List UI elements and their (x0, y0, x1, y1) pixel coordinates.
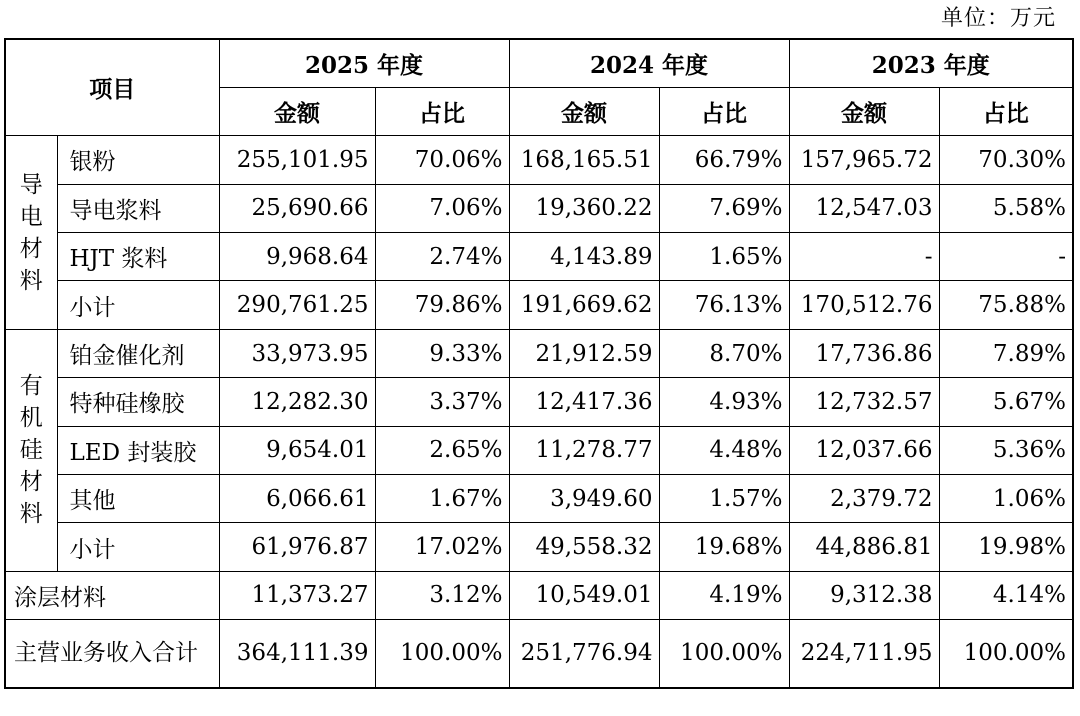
header-item: 项目 (5, 39, 219, 136)
cell-value: 66.79% (659, 136, 789, 184)
table-row (5, 329, 1073, 377)
total-row (5, 620, 1073, 688)
cell-value: 49,558.32 (509, 523, 659, 571)
total-label: 主营业务收入合计 (5, 620, 219, 688)
cell-value: 21,912.59 (509, 329, 659, 377)
table-row (5, 136, 1073, 184)
cell-value: 4,143.89 (509, 233, 659, 281)
table-row (5, 475, 1073, 523)
cell-value: 364,111.39 (219, 620, 375, 688)
cell-value: 4.48% (659, 426, 789, 474)
row-label: 铂金催化剂 (57, 329, 219, 377)
row-label: 银粉 (57, 136, 219, 184)
cell-value: 168,165.51 (509, 136, 659, 184)
cell-value: 12,417.36 (509, 378, 659, 426)
cell-value: 10,549.01 (509, 571, 659, 619)
cell-value: 9,968.64 (219, 233, 375, 281)
cell-value: 7.89% (939, 329, 1073, 377)
unit-label: 单位：万元 (940, 6, 1056, 31)
cell-value: 7.06% (375, 184, 509, 232)
cell-value: 25,690.66 (219, 184, 375, 232)
cell-value: 70.30% (939, 136, 1073, 184)
cell-value: 61,976.87 (219, 523, 375, 571)
cell-value: 1.57% (659, 475, 789, 523)
header-ratio: 占比 (659, 87, 789, 135)
coating-row (5, 571, 1073, 619)
cell-value: 191,669.62 (509, 281, 659, 329)
cell-value: 11,278.77 (509, 426, 659, 474)
cell-value: 7.69% (659, 184, 789, 232)
subtotal-row (5, 281, 1073, 329)
cell-value: 17,736.86 (789, 329, 939, 377)
cell-value: 4.93% (659, 378, 789, 426)
header-amount: 金额 (789, 87, 939, 135)
table-row (5, 233, 1073, 281)
row-label: 导电浆料 (57, 184, 219, 232)
cell-value: 8.70% (659, 329, 789, 377)
cell-value: 3,949.60 (509, 475, 659, 523)
cell-value: 17.02% (375, 523, 509, 571)
cell-value: 12,732.57 (789, 378, 939, 426)
cell-value: 100.00% (659, 620, 789, 688)
cell-value: 5.58% (939, 184, 1073, 232)
cell-value: 255,101.95 (219, 136, 375, 184)
category-silicone-materials: 有 机 硅 材 料 (5, 329, 57, 571)
header-amount: 金额 (219, 87, 375, 135)
cell-value: 5.67% (939, 378, 1073, 426)
header-amount: 金额 (509, 87, 659, 135)
cell-value: 1.65% (659, 233, 789, 281)
table-row (5, 426, 1073, 474)
cell-value: 170,512.76 (789, 281, 939, 329)
row-label: HJT 浆料 (57, 233, 219, 281)
cell-value: 76.13% (659, 281, 789, 329)
cell-value: 9,312.38 (789, 571, 939, 619)
row-label: LED 封装胶 (57, 426, 219, 474)
cell-value: 19.98% (939, 523, 1073, 571)
revenue-table (4, 38, 1074, 689)
cell-value: 4.14% (939, 571, 1073, 619)
cell-value: 12,037.66 (789, 426, 939, 474)
header-year-2025: 2025 年度 (219, 39, 509, 87)
header-year-2024: 2024 年度 (509, 39, 789, 87)
cell-value: 5.36% (939, 426, 1073, 474)
cell-value: 3.37% (375, 378, 509, 426)
cell-value: 79.86% (375, 281, 509, 329)
subtotal-label: 小计 (57, 281, 219, 329)
cell-value: 100.00% (939, 620, 1073, 688)
header-row-years (5, 39, 1073, 87)
cell-value: 70.06% (375, 136, 509, 184)
cell-value: 251,776.94 (509, 620, 659, 688)
cell-value: - (939, 233, 1073, 281)
cell-value: 44,886.81 (789, 523, 939, 571)
row-label: 特种硅橡胶 (57, 378, 219, 426)
cell-value: 290,761.25 (219, 281, 375, 329)
header-ratio: 占比 (375, 87, 509, 135)
table-row (5, 378, 1073, 426)
cell-value: 9.33% (375, 329, 509, 377)
header-ratio: 占比 (939, 87, 1073, 135)
table-row (5, 184, 1073, 232)
cell-value: 157,965.72 (789, 136, 939, 184)
cell-value: 9,654.01 (219, 426, 375, 474)
cell-value: 2.74% (375, 233, 509, 281)
cell-value: 11,373.27 (219, 571, 375, 619)
cell-value: 4.19% (659, 571, 789, 619)
cell-value: 12,547.03 (789, 184, 939, 232)
cell-value: 12,282.30 (219, 378, 375, 426)
category-conductive-materials: 导 电 材 料 (5, 136, 57, 330)
header-year-2023: 2023 年度 (789, 39, 1073, 87)
cell-value: 19,360.22 (509, 184, 659, 232)
cell-value: 2.65% (375, 426, 509, 474)
cell-value: 1.67% (375, 475, 509, 523)
subtotal-row (5, 523, 1073, 571)
cell-value: 6,066.61 (219, 475, 375, 523)
cell-value: 33,973.95 (219, 329, 375, 377)
cell-value: 19.68% (659, 523, 789, 571)
cell-value: 2,379.72 (789, 475, 939, 523)
cell-value: 224,711.95 (789, 620, 939, 688)
coating-label: 涂层材料 (5, 571, 219, 619)
cell-value: 75.88% (939, 281, 1073, 329)
cell-value: - (789, 233, 939, 281)
row-label: 其他 (57, 475, 219, 523)
cell-value: 3.12% (375, 571, 509, 619)
cell-value: 100.00% (375, 620, 509, 688)
subtotal-label: 小计 (57, 523, 219, 571)
cell-value: 1.06% (939, 475, 1073, 523)
